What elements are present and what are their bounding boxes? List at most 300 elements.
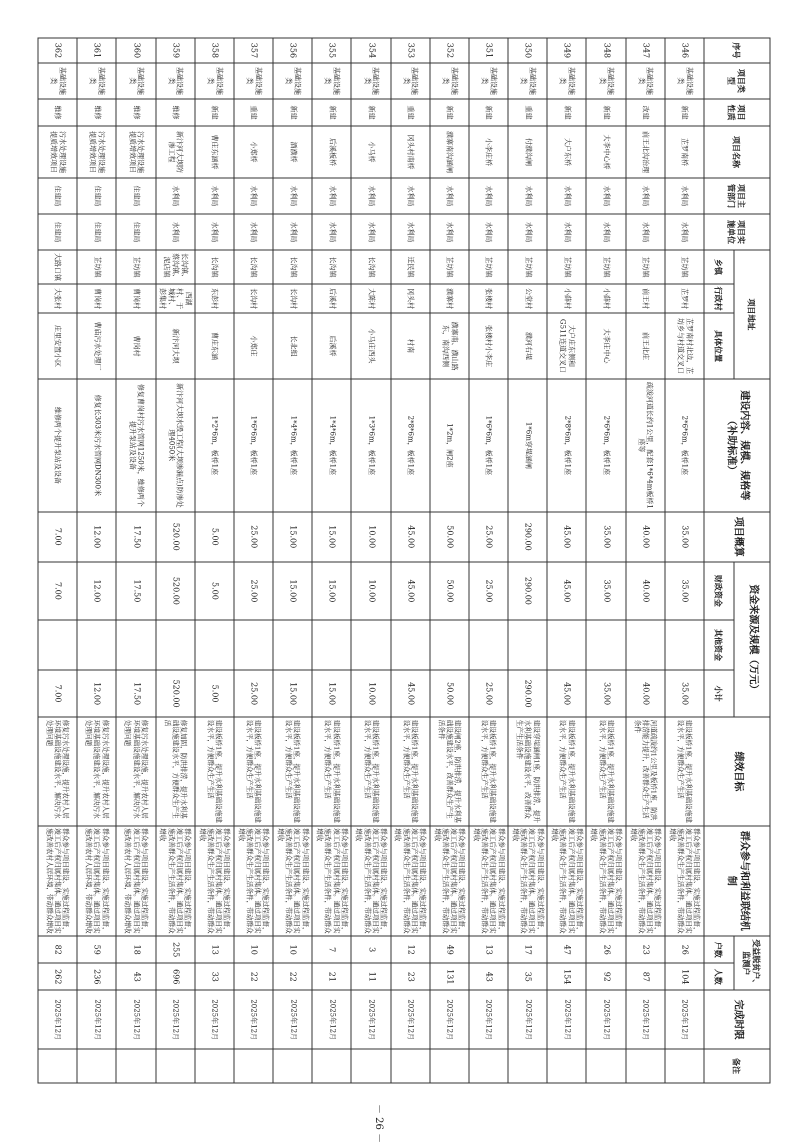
cell-place: 大李庄中心 [586, 313, 625, 378]
cell-township: 芷坊镇 [586, 250, 625, 284]
cell-budget: 10.00 [351, 511, 390, 561]
cell-dept: 水利局 [429, 177, 468, 213]
cell-mechanism: 群众参与项目建设、实施过程监督，竣工后产权归属村集体。通过项目实施改善群众生产生活条件，带动群众增收 [233, 825, 272, 936]
header-budget: 项目概算 [704, 511, 770, 561]
cell-deadline: 2025年12月 [664, 990, 703, 1049]
cell-seq: 360 [116, 38, 155, 63]
cell-goal: 修复污水处理设施，提升农村人居环境基础设施建设水平，解决污水处理问题 [116, 717, 155, 825]
cell-persons: 104 [664, 963, 703, 990]
cell-mechanism: 群众参与项目建设、实施过程监督，竣工后产权归属村集体。通过项目实施改善群众生产生活条件，带动群众增收 [429, 825, 468, 936]
cell-mechanism: 群众参与项目建设、实施过程监督，竣工后产权归属村集体。通过项目实施改善群众生产生活条件，带动群众增收 [194, 825, 233, 936]
cell-fiscal: 7.00 [38, 561, 77, 620]
header-location: 项目地址 [734, 250, 770, 379]
cell-subtotal: 45.00 [547, 669, 586, 716]
cell-deadline: 2025年12月 [38, 990, 77, 1049]
cell-households: 7 [312, 936, 351, 963]
cell-goal: 修复污水处理设施，提升农村人居环境基础设施建设水平，解决污水处理问题 [77, 717, 116, 825]
cell-fiscal: 40.00 [625, 561, 664, 620]
cell-content: 1*4*6m，板桥1座 [312, 378, 351, 511]
cell-township: 长沟镇 [273, 250, 312, 284]
cell-content: 2*8*6m，板桥1座 [390, 378, 429, 511]
cell-mechanism: 群众参与项目建设、实施过程监督，竣工后产权归属村集体。通过项目实施改善农村人居环境，带动群众增收 [38, 825, 77, 936]
table-row [547, 38, 586, 1083]
cell-content: 疏浚河道长约1公里，配套1*6*4m板桥1座等 [625, 378, 664, 511]
cell-other [155, 620, 194, 670]
cell-other [429, 620, 468, 670]
cell-nature: 维修 [77, 98, 116, 125]
cell-budget: 50.00 [429, 511, 468, 561]
cell-persons: 11 [351, 963, 390, 990]
cell-name: 芷罗南桥 [664, 126, 703, 178]
cell-name: 小李庄桥 [468, 126, 507, 178]
cell-persons: 22 [273, 963, 312, 990]
header-nature: 项目性质 [704, 98, 770, 125]
cell-impl: 水利局 [586, 214, 625, 250]
cell-impl: 水利局 [547, 214, 586, 250]
cell-remarks [38, 1049, 77, 1083]
header-households: 户数 [704, 936, 734, 963]
cell-other [508, 620, 547, 670]
cell-impl: 水利局 [468, 214, 507, 250]
cell-deadline: 2025年12月 [155, 990, 194, 1049]
cell-subtotal: 35.00 [664, 669, 703, 716]
cell-place: 后溪桥 [312, 313, 351, 378]
cell-name: 大户东桥 [547, 126, 586, 178]
cell-mechanism: 群众参与项目建设、实施过程监督，竣工后产权归属村集体。通过项目实施改善群众生产生活条件，带动群众增收 [625, 825, 664, 936]
cell-seq: 355 [312, 38, 351, 63]
cell-budget: 45.00 [547, 511, 586, 561]
table-body [38, 38, 704, 1083]
cell-goal: 建设板桥1座，提升水利基础设施建设水平，方便群众生产生活 [233, 717, 272, 825]
cell-nature: 新建 [429, 98, 468, 125]
project-table [37, 37, 770, 1083]
cell-remarks [547, 1049, 586, 1083]
cell-nature: 新建 [351, 98, 390, 125]
cell-mechanism: 群众参与项目建设、实施过程监督，竣工后产权归属村集体。通过项目实施改善群众生产生活条件，带动群众增收 [155, 825, 194, 936]
header-place: 具体位置 [704, 313, 734, 378]
cell-deadline: 2025年12月 [77, 990, 116, 1049]
header-persons: 人数 [704, 963, 734, 990]
cell-dept: 水利局 [351, 177, 390, 213]
cell-place: 村南 [390, 313, 429, 378]
cell-seq: 352 [429, 38, 468, 63]
cell-dept: 住建局 [77, 177, 116, 213]
cell-remarks [468, 1049, 507, 1083]
cell-remarks [116, 1049, 155, 1083]
cell-budget: 17.50 [116, 511, 155, 561]
cell-fiscal: 25.00 [468, 561, 507, 620]
rotated-table-wrapper [37, 37, 770, 1083]
table-row [233, 38, 272, 1083]
cell-budget: 35.00 [664, 511, 703, 561]
cell-fiscal: 50.00 [429, 561, 468, 620]
cell-dept: 住建局 [38, 177, 77, 213]
cell-nature: 新建 [586, 98, 625, 125]
cell-fiscal: 10.00 [351, 561, 390, 620]
cell-township: 芷坊镇 [468, 250, 507, 284]
cell-village: 东彭村 [194, 283, 233, 312]
cell-type: 基础设施类 [194, 62, 233, 98]
cell-fiscal: 520.00 [155, 561, 194, 620]
cell-fiscal: 35.00 [586, 561, 625, 620]
cell-type: 基础设施类 [273, 62, 312, 98]
cell-name: 冈头村南桥 [390, 126, 429, 178]
cell-content: 新汴河大坝水毁工程(大坝渗漏点)防渗处理4050米 [155, 378, 194, 511]
cell-remarks [155, 1049, 194, 1083]
cell-remarks [351, 1049, 390, 1083]
cell-seq: 350 [508, 38, 547, 63]
cell-name: 濮寨南沟涵闸 [429, 126, 468, 178]
cell-type: 基础设施类 [77, 62, 116, 98]
cell-impl: 水利局 [664, 214, 703, 250]
header-funding: 资金来源及规模（万元） [734, 561, 770, 717]
cell-place: 曹庙污水处理厂 [77, 313, 116, 378]
cell-households: 3 [351, 936, 390, 963]
cell-budget: 25.00 [233, 511, 272, 561]
cell-content: 维修两个提升泵站及设备 [38, 378, 77, 511]
cell-budget: 45.00 [390, 511, 429, 561]
cell-impl: 水利局 [429, 214, 468, 250]
cell-other [468, 620, 507, 670]
cell-place: 张楼村小李庄 [468, 313, 507, 378]
cell-deadline: 2025年12月 [625, 990, 664, 1049]
cell-type: 基础设施类 [233, 62, 272, 98]
cell-budget: 15.00 [273, 511, 312, 561]
cell-persons: 23 [390, 963, 429, 990]
cell-dept: 水利局 [194, 177, 233, 213]
cell-dept: 水利局 [233, 177, 272, 213]
cell-goal: 建设板桥1座，提升水利基础设施建设水平，方便群众生产生活 [468, 717, 507, 825]
cell-nature: 新建 [547, 98, 586, 125]
cell-seq: 356 [273, 38, 312, 63]
cell-persons: 22 [233, 963, 272, 990]
cell-deadline: 2025年12月 [586, 990, 625, 1049]
cell-other [312, 620, 351, 670]
cell-households: 82 [38, 936, 77, 963]
cell-place: 小郑庄 [233, 313, 272, 378]
cell-seq: 353 [390, 38, 429, 63]
cell-township: 芷坊镇 [625, 250, 664, 284]
cell-nature: 新建 [273, 98, 312, 125]
cell-persons: 262 [38, 963, 77, 990]
cell-content: 2*6*6m，板桥1座 [586, 378, 625, 511]
cell-remarks [586, 1049, 625, 1083]
cell-township: 芷坊镇 [77, 250, 116, 284]
cell-type: 基础设施类 [351, 62, 390, 98]
cell-content: 1*3*6m，板桥1座 [351, 378, 390, 511]
cell-households: 18 [116, 936, 155, 963]
cell-fiscal: 35.00 [664, 561, 703, 620]
cell-village: 芷罗村 [664, 283, 703, 312]
cell-impl: 水利局 [390, 214, 429, 250]
cell-other [625, 620, 664, 670]
cell-deadline: 2025年12月 [390, 990, 429, 1049]
cell-deadline: 2025年12月 [547, 990, 586, 1049]
table-row [586, 38, 625, 1083]
cell-place: 濮寨南、濮山路东，南沟西侧 [429, 313, 468, 378]
cell-impl: 住建局 [116, 214, 155, 250]
page-number: － 26 － [373, 1104, 384, 1143]
cell-seq: 347 [625, 38, 664, 63]
cell-other [390, 620, 429, 670]
header-goal: 绩效目标 [704, 717, 770, 825]
cell-subtotal: 50.00 [429, 669, 468, 716]
cell-content: 1*6m穿堤涵闸 [508, 378, 547, 511]
cell-content: 1*6*6m，板桥1座 [233, 378, 272, 511]
cell-fiscal: 45.00 [390, 561, 429, 620]
cell-name: 污水处理设施提质增效项目 [77, 126, 116, 178]
cell-village: 后溪村 [312, 283, 351, 312]
cell-type: 基础设施类 [508, 62, 547, 98]
cell-township: 长沟镇 [312, 250, 351, 284]
cell-goal: 修复污水处理设施，提升农村人居环境基础设施建设水平，解决污水处理问题 [38, 717, 77, 825]
cell-subtotal: 25.00 [468, 669, 507, 716]
cell-nature: 维修 [116, 98, 155, 125]
cell-township: 长沟镇 [233, 250, 272, 284]
cell-mechanism: 群众参与项目建设、实施过程监督，竣工后产权归属村集体。通过项目实施改善群众生产生活条件，带动群众增收 [664, 825, 703, 936]
cell-dept: 水利局 [273, 177, 312, 213]
cell-nature: 重建 [390, 98, 429, 125]
cell-budget: 40.00 [625, 511, 664, 561]
cell-village: 曹岗村 [77, 283, 116, 312]
table-row [468, 38, 507, 1083]
cell-other [664, 620, 703, 670]
cell-persons: 43 [116, 963, 155, 990]
cell-place: 濮河右堤 [508, 313, 547, 378]
cell-households: 59 [77, 936, 116, 963]
cell-deadline: 2025年12月 [194, 990, 233, 1049]
cell-dept: 水利局 [508, 177, 547, 213]
cell-households: 49 [429, 936, 468, 963]
cell-households: 13 [468, 936, 507, 963]
cell-other [233, 620, 272, 670]
cell-type: 基础设施类 [586, 62, 625, 98]
cell-fiscal: 12.00 [77, 561, 116, 620]
cell-content: 2*8*6m，板桥1座 [547, 378, 586, 511]
cell-nature: 新建 [468, 98, 507, 125]
cell-name: 后溪板桥 [312, 126, 351, 178]
cell-fiscal: 25.00 [233, 561, 272, 620]
cell-goal: 修复加固，防洪排涝，提升水利基础设施建设水平，方便群众生产生活 [155, 717, 194, 825]
cell-impl: 住建局 [77, 214, 116, 250]
cell-other [194, 620, 233, 670]
cell-village: 曹岗村 [116, 283, 155, 312]
cell-dept: 水利局 [664, 177, 703, 213]
cell-place: 庄里安置小区 [38, 313, 77, 378]
table-row [390, 38, 429, 1083]
cell-goal: 建设板桥1座，提升水利基础设施建设水平，方便群众生产生活 [194, 717, 233, 825]
cell-subtotal: 25.00 [233, 669, 272, 716]
cell-name: 小马桥 [351, 126, 390, 178]
cell-fiscal: 290.00 [508, 561, 547, 620]
cell-content: 修复曹岗村污水管网1250米，维修两个提升泵站及设备 [116, 378, 155, 511]
cell-seq: 348 [586, 38, 625, 63]
table-row [273, 38, 312, 1083]
cell-impl: 水利局 [312, 214, 351, 250]
cell-remarks [390, 1049, 429, 1083]
cell-name: 污水处理设施提质增效项目 [116, 126, 155, 178]
cell-nature: 维修 [155, 98, 194, 125]
cell-households: 255 [155, 936, 194, 963]
header-dept: 项目主管部门 [704, 177, 770, 213]
cell-goal: 河道疏浚约1公里及板桥1座，防洪排涝能力提升，改善群众生产生活条件 [625, 717, 664, 825]
cell-deadline: 2025年12月 [508, 990, 547, 1049]
cell-persons: 35 [508, 963, 547, 990]
cell-remarks [429, 1049, 468, 1083]
cell-type: 基础设施类 [625, 62, 664, 98]
cell-type: 基础设施类 [390, 62, 429, 98]
cell-other [351, 620, 390, 670]
cell-nature: 重建 [508, 98, 547, 125]
cell-dept: 水利局 [468, 177, 507, 213]
cell-deadline: 2025年12月 [273, 990, 312, 1049]
cell-dept: 水利局 [155, 177, 194, 213]
cell-name: 小郑桥 [233, 126, 272, 178]
cell-name: 大李中心桥 [586, 126, 625, 178]
cell-goal: 建设板桥1座，提升水利基础设施建设水平，方便群众生产生活 [273, 717, 312, 825]
cell-seq: 361 [77, 38, 116, 63]
cell-mechanism: 群众参与项目建设、实施过程监督，竣工后产权归属村集体。通过项目实施改善群众生产生活条件，带动群众增收 [273, 825, 312, 936]
cell-subtotal: 35.00 [586, 669, 625, 716]
cell-township: 芷坊镇 [508, 250, 547, 284]
cell-dept: 水利局 [312, 177, 351, 213]
cell-place: 小马庄西头 [351, 313, 390, 378]
header-other: 其他资金 [704, 620, 734, 670]
cell-dept: 水利局 [625, 177, 664, 213]
cell-nature: 新建 [664, 98, 703, 125]
cell-seq: 359 [155, 38, 194, 63]
cell-township: 芷坊镇 [429, 250, 468, 284]
cell-budget: 12.00 [77, 511, 116, 561]
cell-mechanism: 群众参与项目建设、实施过程监督，竣工后产权归属村集体。通过项目实施改善群众生产生活条件，带动群众增收 [508, 825, 547, 936]
cell-deadline: 2025年12月 [468, 990, 507, 1049]
table-row [312, 38, 351, 1083]
cell-fiscal: 45.00 [547, 561, 586, 620]
cell-place: 曹庄东涵 [194, 313, 233, 378]
cell-persons: 154 [547, 963, 586, 990]
cell-subtotal: 40.00 [625, 669, 664, 716]
header-content: 建设内容、规模、规格等（补助标准） [704, 378, 770, 511]
cell-township: 长沟镇、蔡沟镇、泥店镇 [155, 250, 194, 284]
cell-type: 基础设施类 [547, 62, 586, 98]
cell-name: 前王北沟治理 [625, 126, 664, 178]
cell-persons: 87 [625, 963, 664, 990]
header-seq: 序号 [704, 38, 770, 63]
cell-village: 西湖村、于城村、彭集村 [155, 283, 194, 312]
header-name: 项目名称 [704, 126, 770, 178]
cell-content: 1*2m，闸2座 [429, 378, 468, 511]
header-subtotal: 小计 [704, 669, 734, 716]
cell-nature: 新建 [194, 98, 233, 125]
cell-mechanism: 群众参与项目建设、实施过程监督，竣工后产权归属村集体。通过项目实施改善群众生产生活条件，带动群众增收 [468, 825, 507, 936]
table-row [116, 38, 155, 1083]
cell-name: 新汴河大坝防渗工程 [155, 126, 194, 178]
cell-nature: 重建 [233, 98, 272, 125]
cell-subtotal: 7.00 [38, 669, 77, 716]
cell-fiscal: 5.00 [194, 561, 233, 620]
cell-impl: 水利局 [194, 214, 233, 250]
cell-remarks [77, 1049, 116, 1083]
cell-households: 17 [508, 936, 547, 963]
cell-content: 1*2*6m，板桥1座 [194, 378, 233, 511]
cell-township: 迁民镇 [390, 250, 429, 284]
cell-seq: 362 [38, 38, 77, 63]
cell-seq: 358 [194, 38, 233, 63]
header-township: 乡镇 [704, 250, 734, 284]
cell-budget: 520.00 [155, 511, 194, 561]
cell-nature: 改建 [625, 98, 664, 125]
cell-deadline: 2025年12月 [116, 990, 155, 1049]
cell-place: 大户庄东侧和G511连道交叉口 [547, 313, 586, 378]
cell-subtotal: 15.00 [312, 669, 351, 716]
cell-remarks [508, 1049, 547, 1083]
cell-households: 23 [625, 936, 664, 963]
cell-impl: 水利局 [625, 214, 664, 250]
cell-other [116, 620, 155, 670]
cell-place: 前王北庄 [625, 313, 664, 378]
cell-subtotal: 12.00 [77, 669, 116, 716]
cell-remarks [625, 1049, 664, 1083]
cell-other [38, 620, 77, 670]
cell-village: 张楼村 [468, 283, 507, 312]
header-beneficiary: 受益脱贫户、监测户 [734, 936, 770, 990]
cell-persons: 21 [312, 963, 351, 990]
cell-persons: 33 [194, 963, 233, 990]
cell-township: 芷坊镇 [547, 250, 586, 284]
cell-type: 基础设施类 [155, 62, 194, 98]
cell-village: 长沟村 [273, 283, 312, 312]
cell-households: 26 [586, 936, 625, 963]
cell-dept: 住建局 [116, 177, 155, 213]
cell-village: 大张村 [38, 283, 77, 312]
cell-budget: 7.00 [38, 511, 77, 561]
cell-type: 基础设施类 [116, 62, 155, 98]
cell-other [77, 620, 116, 670]
cell-households: 12 [390, 936, 429, 963]
table-row [38, 38, 77, 1083]
cell-other [547, 620, 586, 670]
cell-goal: 建设板桥1座，提升水利基础设施建设水平，方便群众生产生活 [547, 717, 586, 825]
cell-township: 芷坊镇 [664, 250, 703, 284]
cell-village: 冈头村 [390, 283, 429, 312]
cell-deadline: 2025年12月 [233, 990, 272, 1049]
cell-township: 长沟镇 [194, 250, 233, 284]
cell-nature: 维修 [38, 98, 77, 125]
cell-goal: 建设板桥1座，提升水利基础设施建设水平，方便群众生产生活 [586, 717, 625, 825]
cell-village: 大陈村 [351, 283, 390, 312]
cell-type: 基础设施类 [312, 62, 351, 98]
cell-budget: 290.00 [508, 511, 547, 561]
header-deadline: 完成时限 [704, 990, 770, 1049]
cell-persons: 131 [429, 963, 468, 990]
cell-goal: 建设板桥1座，提升水利基础设施建设水平，方便群众生产生活 [664, 717, 703, 825]
cell-persons: 43 [468, 963, 507, 990]
cell-fiscal: 15.00 [312, 561, 351, 620]
cell-goal: 建设闸2座，防洪排涝，提升水利基础设施建设水平，改善群众生产生活条件 [429, 717, 468, 825]
cell-goal: 建设穿堤涵闸1座，防洪排涝，提升水利基础设施建设水平，改善群众生产生活条件 [508, 717, 547, 825]
cell-persons: 696 [155, 963, 194, 990]
cell-mechanism: 群众参与项目建设、实施过程监督，竣工后产权归属村集体。通过项目实施改善群众生产生活条件，带动群众增收 [312, 825, 351, 936]
cell-households: 26 [664, 936, 703, 963]
cell-type: 基础设施类 [664, 62, 703, 98]
cell-place: 芷罗南村北边，芷坊乡与村道交叉口 [664, 313, 703, 378]
cell-goal: 建设板桥1座，提升水利基础设施建设水平，方便群众生产生活 [351, 717, 390, 825]
cell-mechanism: 群众参与项目建设、实施过程监督，竣工后产权归属村集体。通过项目实施改善群众生产生活条件，带动群众增收 [586, 825, 625, 936]
cell-village: 小薛村 [547, 283, 586, 312]
cell-mechanism: 群众参与项目建设、实施过程监督，竣工后产权归属村集体。通过项目实施改善群众生产生活条件，带动群众增收 [547, 825, 586, 936]
cell-subtotal: 290.00 [508, 669, 547, 716]
cell-seq: 357 [233, 38, 272, 63]
